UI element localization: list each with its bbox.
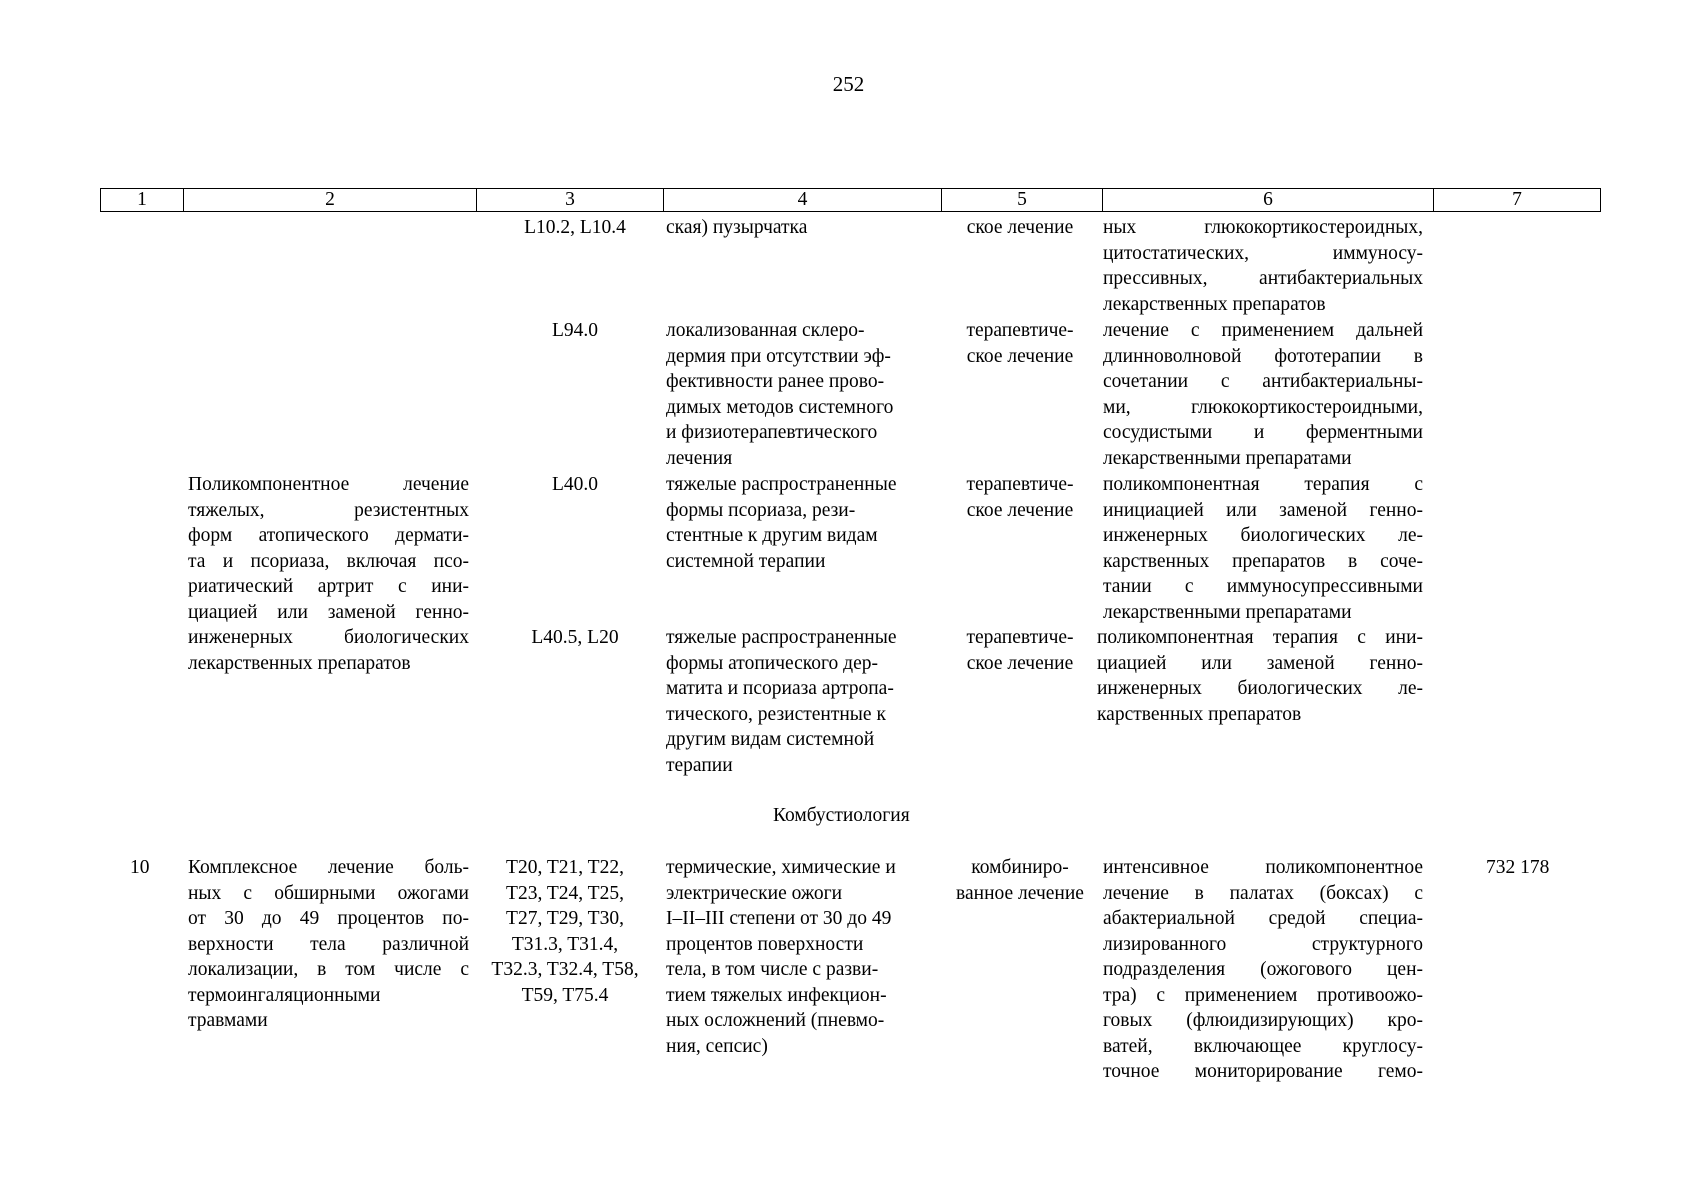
row10-model-line: ных осложнений (пневмо- (666, 1010, 885, 1031)
l94-method-line: длинноволновой фототерапии в (1103, 345, 1423, 367)
l405-treatment-line: терапевтиче- (966, 627, 1074, 648)
cont-method-line: цитостатических, иммуносу- (1103, 242, 1423, 264)
l94-model-line: фективности ранее прово- (666, 371, 885, 392)
cont-method-line: прессивных, антибактериальных (1103, 268, 1423, 289)
poly-name-line: тяжелых, резистентных (188, 499, 469, 521)
row10-method (1103, 855, 1423, 1085)
header-col-4: 4 (664, 189, 942, 211)
l405-model-line: формы атопического дер- (666, 652, 878, 674)
cont-codes: L10.2, L10.4 (524, 217, 626, 238)
l40-model (666, 472, 897, 574)
l40-model-line: тяжелые распространенные (666, 474, 897, 495)
header-col-7: 7 (1512, 189, 1522, 210)
l405-method (1097, 625, 1423, 727)
cont-method (1103, 215, 1423, 317)
l405-model-line: матита и псориаза артропа- (666, 678, 894, 699)
cont-method-line: ных глюкокортикостероидных, (1103, 217, 1423, 238)
l405-treatment-line: ское лечение (966, 652, 1074, 674)
l40-model-line: стентные к другим видам (666, 525, 878, 546)
row10-treatment-line: комбиниро- (971, 857, 1069, 878)
row10-name (188, 855, 469, 1034)
l94-model-line: и физиотерапевтического (666, 422, 878, 443)
l94-method-line: лечение с применением дальней (1103, 320, 1423, 341)
cont-method-line: лекарственных препаратов (1103, 293, 1326, 315)
row10-number: 10 (130, 857, 150, 878)
page-number: 252 (832, 72, 865, 96)
l40-method-line: тании с иммуносупрессивными (1103, 576, 1423, 597)
l94-treatment-line: терапевтиче- (966, 320, 1074, 341)
row10-method-line: интенсивное поликомпонентное (1103, 857, 1423, 878)
l405-method-line: циацией или заменой генно- (1097, 652, 1423, 674)
row10-treatment-line: ванное лечение (956, 882, 1084, 904)
l40-codes: L40.0 (551, 474, 599, 495)
l40-treatment (945, 472, 1095, 523)
cont-model: ская) пузырчатка (666, 217, 808, 238)
poly-name-line: форм атопического дермати- (188, 525, 469, 546)
row10-cost: 732 178 (1486, 857, 1550, 878)
row10-treatment (935, 855, 1105, 906)
l40-method-line: инженерных биологических ле- (1103, 525, 1423, 546)
table-header (100, 188, 1601, 212)
header-col-2: 2 (184, 189, 477, 211)
l405-model (666, 625, 897, 778)
row10-method-line: лизированного структурного (1103, 933, 1423, 955)
row10-codes-line: T31.3, T31.4, (511, 933, 619, 955)
row10-model-line: ния, сепсис) (666, 1035, 768, 1057)
poly-name (188, 472, 469, 676)
l94-method (1103, 318, 1423, 471)
header-col-5: 5 (942, 189, 1103, 211)
poly-name-line: та и псориаза, включая псо- (188, 550, 469, 572)
l94-method-line: сочетании с антибактериальны- (1103, 371, 1423, 392)
row10-codes (470, 855, 660, 1008)
row10-method-line: подразделения (ожогового цен- (1103, 959, 1423, 980)
poly-name-line: инженерных биологических (188, 627, 469, 648)
l40-treatment-line: ское лечение (966, 499, 1074, 521)
l94-treatment (945, 318, 1095, 369)
l94-model (666, 318, 893, 471)
l405-model-line: тического, резистентные к (666, 703, 886, 725)
poly-name-line: лекарственных препаратов (188, 652, 411, 674)
row10-method-line: точное мониторирование гемо- (1103, 1061, 1423, 1082)
row10-model-line: I–II–III степени от 30 до 49 (666, 908, 892, 929)
l405-method-line: карственных препаратов (1097, 703, 1302, 725)
poly-name-line: циацией или заменой генно- (188, 601, 469, 623)
l405-model-line: терапии (666, 754, 733, 776)
l94-model-line: локализованная склеро- (666, 320, 865, 341)
l40-method-line: поликомпонентная терапия с (1103, 474, 1423, 495)
l94-codes: L94.0 (551, 320, 599, 341)
poly-name-line: риатический артрит с ини- (188, 576, 469, 597)
l40-model-line: системной терапии (666, 550, 826, 572)
row10-method-line: говых (флюидизирующих) кро- (1103, 1010, 1423, 1031)
l405-model-line: другим видам системной (666, 729, 875, 750)
l94-treatment-line: ское лечение (966, 345, 1074, 367)
row10-name-line: от 30 до 49 процентов по- (188, 908, 469, 929)
row10-name-line: ных с обширными ожогами (188, 882, 469, 904)
l40-method-line: инициацией или заменой генно- (1103, 499, 1423, 521)
header-col-6: 6 (1103, 189, 1434, 211)
row10-model-line: тела, в том числе с разви- (666, 959, 879, 980)
l94-model-line: лечения (666, 447, 733, 469)
row10-codes-line: T27, T29, T30, (506, 908, 624, 929)
l40-treatment-line: терапевтиче- (966, 474, 1074, 495)
row10-model-line: тием тяжелых инфекцион- (666, 984, 887, 1006)
l405-model-line: тяжелые распространенные (666, 627, 897, 648)
row10-codes-line: T32.3, T32.4, T58, (491, 959, 639, 980)
row10-codes-line: T23, T24, T25, (506, 882, 624, 904)
header-col-1: 1 (101, 189, 184, 211)
l94-method-line: ми, глюкокортикостероидными, (1103, 396, 1423, 418)
row10-name-line: термоингаляционными (188, 984, 381, 1006)
l40-method (1103, 472, 1423, 625)
row10-name-line: Комплексное лечение боль- (188, 857, 469, 878)
l405-treatment (945, 625, 1095, 676)
l405-method-line: инженерных биологических ле- (1097, 678, 1423, 699)
row10-method-line: лечение в палатах (боксах) с (1103, 882, 1423, 904)
row10-codes-line: T59, T75.4 (521, 984, 609, 1006)
row10-model-line: термические, химические и (666, 857, 896, 878)
row10-name-line: верхности тела различной (188, 933, 469, 955)
row10-model-line: процентов поверхности (666, 933, 864, 955)
row10-method-line: абактериальной средой специа- (1103, 908, 1423, 929)
l40-method-line: карственных препаратов в соче- (1103, 550, 1423, 572)
row10-model (666, 855, 896, 1059)
l40-method-line: лекарственными препаратами (1103, 601, 1352, 623)
row10-method-line: ватей, включающее круглосу- (1103, 1035, 1423, 1057)
l40-model-line: формы псориаза, рези- (666, 499, 856, 521)
l94-method-line: лекарственными препаратами (1103, 447, 1352, 469)
l94-method-line: сосудистыми и ферментными (1103, 422, 1423, 443)
l405-codes: L40.5, L20 (531, 627, 619, 648)
l94-model-line: димых методов системного (666, 396, 894, 418)
row10-name-line: локализации, в том числе с (188, 959, 469, 980)
l405-method-line: поликомпонентная терапия с ини- (1097, 627, 1423, 648)
l94-model-line: дермия при отсутствии эф- (666, 345, 891, 367)
row10-model-line: электрические ожоги (666, 882, 843, 904)
row10-method-line: тра) с применением противоожо- (1103, 984, 1423, 1006)
cont-treatment: ское лечение (966, 217, 1074, 238)
row10-name-line: травмами (188, 1010, 268, 1031)
header-col-3: 3 (477, 189, 664, 211)
row10-codes-line: T20, T21, T22, (506, 857, 624, 878)
section-title: Комбустиология (773, 805, 910, 826)
poly-name-line: Поликомпонентное лечение (188, 474, 469, 495)
